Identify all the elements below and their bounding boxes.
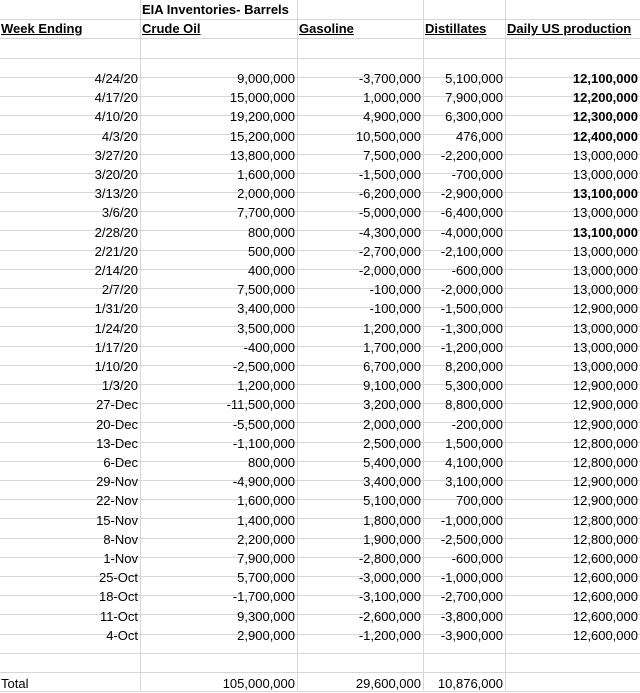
cell-distillates[interactable]: -1,000,000 (440, 570, 503, 585)
cell-daily-us-production[interactable]: 12,800,000 (572, 436, 638, 451)
cell-crude-oil[interactable]: 1,600,000 (237, 493, 295, 508)
cell-gasoline[interactable]: -5,000,000 (358, 205, 421, 220)
cell-gasoline[interactable]: -2,000,000 (358, 263, 421, 278)
cell-crude-oil[interactable]: 500,000 (248, 244, 295, 259)
total-crude[interactable]: 105,000,000 (222, 676, 295, 691)
cell-crude-oil[interactable]: 9,000,000 (237, 71, 295, 86)
cell-distillates[interactable]: -1,300,000 (440, 321, 503, 336)
cell-daily-us-production[interactable]: 12,900,000 (572, 417, 638, 432)
cell-week[interactable]: 18-Oct (98, 589, 138, 604)
cell-crude-oil[interactable]: 15,200,000 (229, 129, 295, 144)
cell-gasoline[interactable]: 5,400,000 (363, 455, 421, 470)
cell-gasoline[interactable]: -6,200,000 (358, 186, 421, 201)
cell-week[interactable]: 2/14/20 (94, 263, 138, 278)
cell-distillates[interactable]: -2,500,000 (440, 532, 503, 547)
cell-gasoline[interactable]: -100,000 (369, 301, 421, 316)
cell-distillates[interactable]: -4,000,000 (440, 225, 503, 240)
cell-crude-oil[interactable]: -4,900,000 (232, 474, 295, 489)
cell-crude-oil[interactable]: -5,500,000 (232, 417, 295, 432)
cell-week[interactable]: 4/17/20 (94, 90, 138, 105)
cell-gasoline[interactable]: -3,100,000 (358, 589, 421, 604)
cell-week[interactable]: 15-Nov (96, 513, 138, 528)
cell-week[interactable]: 20-Dec (96, 417, 138, 432)
cell-gasoline[interactable]: 9,100,000 (363, 378, 421, 393)
cell-gasoline[interactable]: 10,500,000 (355, 129, 421, 144)
cell-week[interactable]: 8-Nov (103, 532, 138, 547)
cell-distillates[interactable]: 7,900,000 (445, 90, 503, 105)
cell-gasoline[interactable]: 7,500,000 (363, 148, 421, 163)
total-distillates[interactable]: 10,876,000 (437, 676, 503, 691)
cell-daily-us-production[interactable]: 13,000,000 (572, 167, 638, 182)
total-label[interactable]: Total (1, 676, 29, 691)
cell-distillates[interactable]: -1,500,000 (440, 301, 503, 316)
cell-distillates[interactable]: 700,000 (456, 493, 503, 508)
row-divider (0, 672, 640, 673)
cell-week[interactable]: 3/13/20 (94, 186, 138, 201)
cell-gasoline[interactable]: -2,600,000 (358, 609, 421, 624)
cell-gasoline[interactable]: 3,400,000 (363, 474, 421, 489)
cell-distillates[interactable]: -600,000 (451, 263, 503, 278)
cell-week[interactable]: 3/6/20 (101, 205, 138, 220)
column-divider (505, 0, 506, 690)
cell-distillates[interactable]: 3,100,000 (445, 474, 503, 489)
cell-daily-us-production[interactable]: 13,000,000 (572, 359, 638, 374)
cell-crude-oil[interactable]: 3,500,000 (237, 321, 295, 336)
cell-week[interactable]: 1-Nov (103, 551, 138, 566)
cell-crude-oil[interactable]: 3,400,000 (237, 301, 295, 316)
cell-gasoline[interactable]: -1,500,000 (358, 167, 421, 182)
cell-crude-oil[interactable]: 1,400,000 (237, 513, 295, 528)
cell-daily-us-production[interactable]: 13,000,000 (572, 263, 638, 278)
cell-gasoline[interactable]: -1,200,000 (358, 628, 421, 643)
cell-crude-oil[interactable]: 1,600,000 (237, 167, 295, 182)
cell-week[interactable]: 4/24/20 (94, 71, 138, 86)
cell-week[interactable]: 27-Dec (96, 397, 138, 412)
cell-week[interactable]: 25-Oct (98, 570, 138, 585)
cell-gasoline[interactable]: 6,700,000 (363, 359, 421, 374)
cell-crude-oil[interactable]: -1,100,000 (232, 436, 295, 451)
cell-crude-oil[interactable]: 13,800,000 (229, 148, 295, 163)
header-distillates[interactable]: Distillates (425, 21, 487, 36)
cell-crude-oil[interactable]: 1,200,000 (237, 378, 295, 393)
cell-daily-us-production[interactable]: 12,400,000 (572, 129, 638, 144)
cell-week[interactable]: 11-Oct (99, 609, 138, 624)
cell-daily-us-production[interactable]: 13,000,000 (572, 205, 638, 220)
cell-crude-oil[interactable]: 7,700,000 (237, 205, 295, 220)
cell-distillates[interactable]: 4,100,000 (445, 455, 503, 470)
cell-daily-us-production[interactable]: 13,000,000 (572, 244, 638, 259)
cell-gasoline[interactable]: 4,900,000 (363, 109, 421, 124)
cell-week[interactable]: 29-Nov (96, 474, 138, 489)
cell-gasoline[interactable]: 1,200,000 (363, 321, 421, 336)
total-gasoline[interactable]: 29,600,000 (355, 676, 421, 691)
cell-week[interactable]: 4-Oct (106, 628, 138, 643)
cell-week[interactable]: 2/28/20 (94, 225, 138, 240)
cell-week[interactable]: 22-Nov (96, 493, 138, 508)
cell-daily-us-production[interactable]: 12,600,000 (572, 570, 638, 585)
cell-daily-us-production[interactable]: 12,100,000 (572, 71, 638, 86)
cell-daily-us-production[interactable]: 12,900,000 (572, 301, 638, 316)
cell-gasoline[interactable]: -3,700,000 (358, 71, 421, 86)
cell-week[interactable]: 6-Dec (103, 455, 138, 470)
header-week-ending[interactable]: Week Ending (1, 21, 83, 36)
cell-week[interactable]: 1/3/20 (101, 378, 138, 393)
cell-crude-oil[interactable]: -2,500,000 (232, 359, 295, 374)
cell-gasoline[interactable]: -2,700,000 (358, 244, 421, 259)
cell-gasoline[interactable]: 1,000,000 (363, 90, 421, 105)
cell-crude-oil[interactable]: 800,000 (248, 225, 295, 240)
cell-distillates[interactable]: -3,800,000 (440, 609, 503, 624)
cell-distillates[interactable]: -2,100,000 (440, 244, 503, 259)
cell-distillates[interactable]: 5,300,000 (445, 378, 503, 393)
cell-distillates[interactable]: -3,900,000 (440, 628, 503, 643)
cell-gasoline[interactable]: -100,000 (369, 282, 421, 297)
cell-week[interactable]: 1/10/20 (94, 359, 138, 374)
cell-crude-oil[interactable]: 800,000 (248, 455, 295, 470)
cell-daily-us-production[interactable]: 13,000,000 (572, 282, 638, 297)
cell-distillates[interactable]: 8,200,000 (445, 359, 503, 374)
cell-gasoline[interactable]: 2,500,000 (363, 436, 421, 451)
header-daily-us-production[interactable]: Daily US production (507, 21, 632, 36)
cell-daily-us-production[interactable]: 12,600,000 (572, 628, 638, 643)
cell-distillates[interactable]: 8,800,000 (445, 397, 503, 412)
header-crude-oil[interactable]: Crude Oil (142, 21, 201, 36)
cell-distillates[interactable]: -2,900,000 (440, 186, 503, 201)
cell-distillates[interactable]: -2,200,000 (440, 148, 503, 163)
cell-gasoline[interactable]: 1,700,000 (363, 340, 421, 355)
cell-week[interactable]: 4/10/20 (94, 109, 138, 124)
cell-crude-oil[interactable]: 15,000,000 (229, 90, 295, 105)
cell-gasoline[interactable]: 1,800,000 (363, 513, 421, 528)
cell-gasoline[interactable]: -3,000,000 (358, 570, 421, 585)
cell-daily-us-production[interactable]: 12,900,000 (572, 397, 638, 412)
cell-distillates[interactable]: 6,300,000 (445, 109, 503, 124)
cell-crude-oil[interactable]: 5,700,000 (237, 570, 295, 585)
cell-distillates[interactable]: 1,500,000 (445, 436, 503, 451)
cell-gasoline[interactable]: 2,000,000 (363, 417, 421, 432)
cell-crude-oil[interactable]: 2,900,000 (237, 628, 295, 643)
cell-crude-oil[interactable]: 9,300,000 (237, 609, 295, 624)
cell-distillates[interactable]: 476,000 (456, 129, 503, 144)
header-gasoline[interactable]: Gasoline (299, 21, 354, 36)
cell-daily-us-production[interactable]: 12,800,000 (572, 532, 638, 547)
cell-distillates[interactable]: -700,000 (451, 167, 503, 182)
row-divider (0, 38, 640, 39)
cell-crude-oil[interactable]: 7,500,000 (237, 282, 295, 297)
cell-daily-us-production[interactable]: 12,800,000 (572, 513, 638, 528)
cell-daily-us-production[interactable]: 12,900,000 (572, 474, 638, 489)
cell-distillates[interactable]: -2,000,000 (440, 282, 503, 297)
cell-daily-us-production[interactable]: 12,900,000 (572, 493, 638, 508)
cell-distillates[interactable]: -6,400,000 (440, 205, 503, 220)
cell-gasoline[interactable]: 3,200,000 (363, 397, 421, 412)
cell-week[interactable]: 1/31/20 (94, 301, 138, 316)
row-divider (0, 58, 640, 59)
cell-distillates[interactable]: -1,000,000 (440, 513, 503, 528)
cell-distillates[interactable]: -1,200,000 (440, 340, 503, 355)
cell-week[interactable]: 3/20/20 (94, 167, 138, 182)
cell-daily-us-production[interactable]: 12,300,000 (572, 109, 638, 124)
cell-week[interactable]: 2/7/20 (101, 282, 138, 297)
cell-crude-oil[interactable]: -1,700,000 (232, 589, 295, 604)
cell-gasoline[interactable]: -4,300,000 (358, 225, 421, 240)
cell-gasoline[interactable]: 5,100,000 (363, 493, 421, 508)
cell-daily-us-production[interactable]: 13,100,000 (572, 186, 638, 201)
cell-daily-us-production[interactable]: 12,800,000 (572, 455, 638, 470)
cell-week[interactable]: 4/3/20 (101, 129, 138, 144)
cell-crude-oil[interactable]: -400,000 (243, 340, 295, 355)
cell-daily-us-production[interactable]: 13,100,000 (572, 225, 638, 240)
cell-crude-oil[interactable]: 2,000,000 (237, 186, 295, 201)
cell-distillates[interactable]: -600,000 (451, 551, 503, 566)
column-divider (423, 0, 424, 690)
cell-daily-us-production[interactable]: 13,000,000 (572, 340, 638, 355)
cell-week[interactable]: 2/21/20 (94, 244, 138, 259)
cell-week[interactable]: 1/24/20 (94, 321, 138, 336)
cell-gasoline[interactable]: -2,800,000 (358, 551, 421, 566)
cell-crude-oil[interactable]: 19,200,000 (229, 109, 295, 124)
cell-distillates[interactable]: -2,700,000 (440, 589, 503, 604)
cell-week[interactable]: 13-Dec (96, 436, 138, 451)
column-divider (297, 0, 298, 690)
cell-week[interactable]: 3/27/20 (94, 148, 138, 163)
cell-daily-us-production[interactable]: 13,000,000 (572, 148, 638, 163)
cell-crude-oil[interactable]: 7,900,000 (237, 551, 295, 566)
cell-gasoline[interactable]: 1,900,000 (363, 532, 421, 547)
cell-crude-oil[interactable]: 400,000 (248, 263, 295, 278)
sheet-title[interactable]: EIA Inventories- Barrels (142, 2, 289, 17)
cell-crude-oil[interactable]: 2,200,000 (237, 532, 295, 547)
column-divider (140, 0, 141, 690)
cell-daily-us-production[interactable]: 12,600,000 (572, 589, 638, 604)
row-divider (0, 653, 640, 654)
cell-daily-us-production[interactable]: 12,200,000 (572, 90, 638, 105)
cell-distillates[interactable]: 5,100,000 (445, 71, 503, 86)
cell-distillates[interactable]: -200,000 (451, 417, 503, 432)
cell-daily-us-production[interactable]: 13,000,000 (572, 321, 638, 336)
cell-crude-oil[interactable]: -11,500,000 (226, 397, 295, 412)
cell-daily-us-production[interactable]: 12,600,000 (572, 609, 638, 624)
cell-daily-us-production[interactable]: 12,900,000 (572, 378, 638, 393)
cell-week[interactable]: 1/17/20 (94, 340, 138, 355)
cell-daily-us-production[interactable]: 12,600,000 (572, 551, 638, 566)
